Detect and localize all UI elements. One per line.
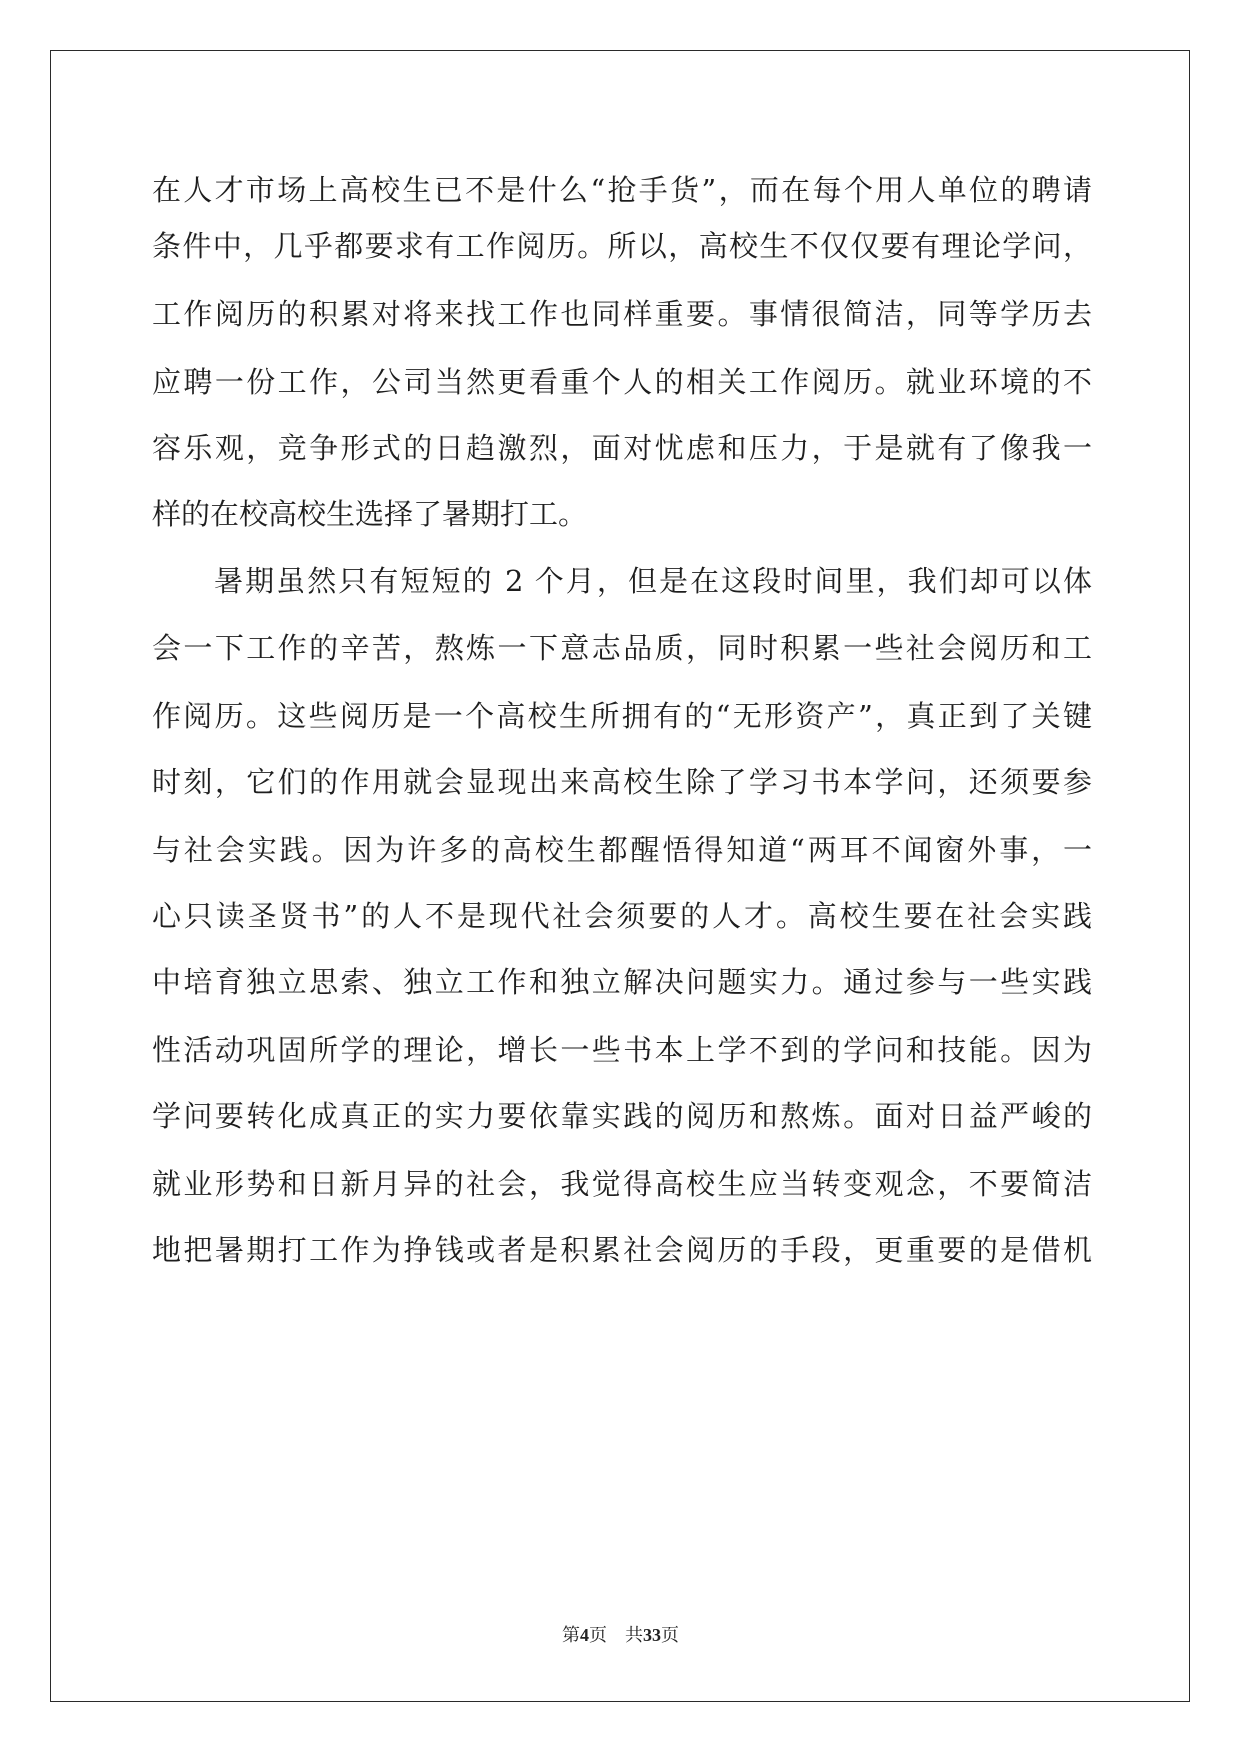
footer-middle: 页 共 [589, 1625, 643, 1646]
paragraph-line: 在人才市场上高校生已不是什么“抢手货”，而在每个用人单位的聘请 [152, 173, 1092, 207]
paragraph-line: 就业形势和日新月异的社会，我觉得高校生应当转变观念，不要简洁 [152, 1167, 1092, 1201]
paragraph-line: 时刻，它们的作用就会显现出来高校生除了学习书本学问，还须要参 [152, 765, 1092, 799]
paragraph-line: 与社会实践。因为许多的高校生都醒悟得知道“两耳不闻窗外事，一 [152, 833, 1092, 867]
paragraph-line: 条件中，几乎都要求有工作阅历。所以，高校生不仅仅要有理论学问， [152, 229, 1092, 263]
paragraph-line: 样的在校高校生选择了暑期打工。 [152, 497, 588, 531]
paragraph-line: 作阅历。这些阅历是一个高校生所拥有的“无形资产”，真正到了关键 [152, 699, 1092, 733]
paragraph-line: 容乐观，竞争形式的日趋激烈，面对忧虑和压力，于是就有了像我一 [152, 431, 1092, 465]
paragraph-line: 心只读圣贤书”的人不是现代社会须要的人才。高校生要在社会实践 [152, 899, 1092, 933]
footer-page-number: 4 [580, 1625, 589, 1645]
paragraph-line: 会一下工作的辛苦，熬炼一下意志品质，同时积累一些社会阅历和工 [152, 631, 1092, 665]
paragraph-line: 工作阅历的积累对将来找工作也同样重要。事情很简洁，同等学历去 [152, 297, 1092, 331]
paragraph-line: 中培育独立思索、独立工作和独立解决问题实力。通过参与一些实践 [152, 965, 1092, 999]
footer-prefix: 第 [562, 1625, 580, 1646]
paragraph-line: 地把暑期打工作为挣钱或者是积累社会阅历的手段，更重要的是借机 [152, 1233, 1092, 1267]
page-footer [0, 1623, 1241, 1648]
footer-suffix: 页 [661, 1625, 679, 1646]
footer-total-pages: 33 [643, 1625, 661, 1645]
paragraph-line: 暑期虽然只有短短的 2 个月，但是在这段时间里，我们却可以体 [214, 564, 1092, 598]
paragraph-line: 学问要转化成真正的实力要依靠实践的阅历和熬炼。面对日益严峻的 [152, 1099, 1092, 1133]
paragraph-line: 应聘一份工作，公司当然更看重个人的相关工作阅历。就业环境的不 [152, 365, 1092, 399]
paragraph-line: 性活动巩固所学的理论，增长一些书本上学不到的学问和技能。因为 [152, 1033, 1092, 1067]
